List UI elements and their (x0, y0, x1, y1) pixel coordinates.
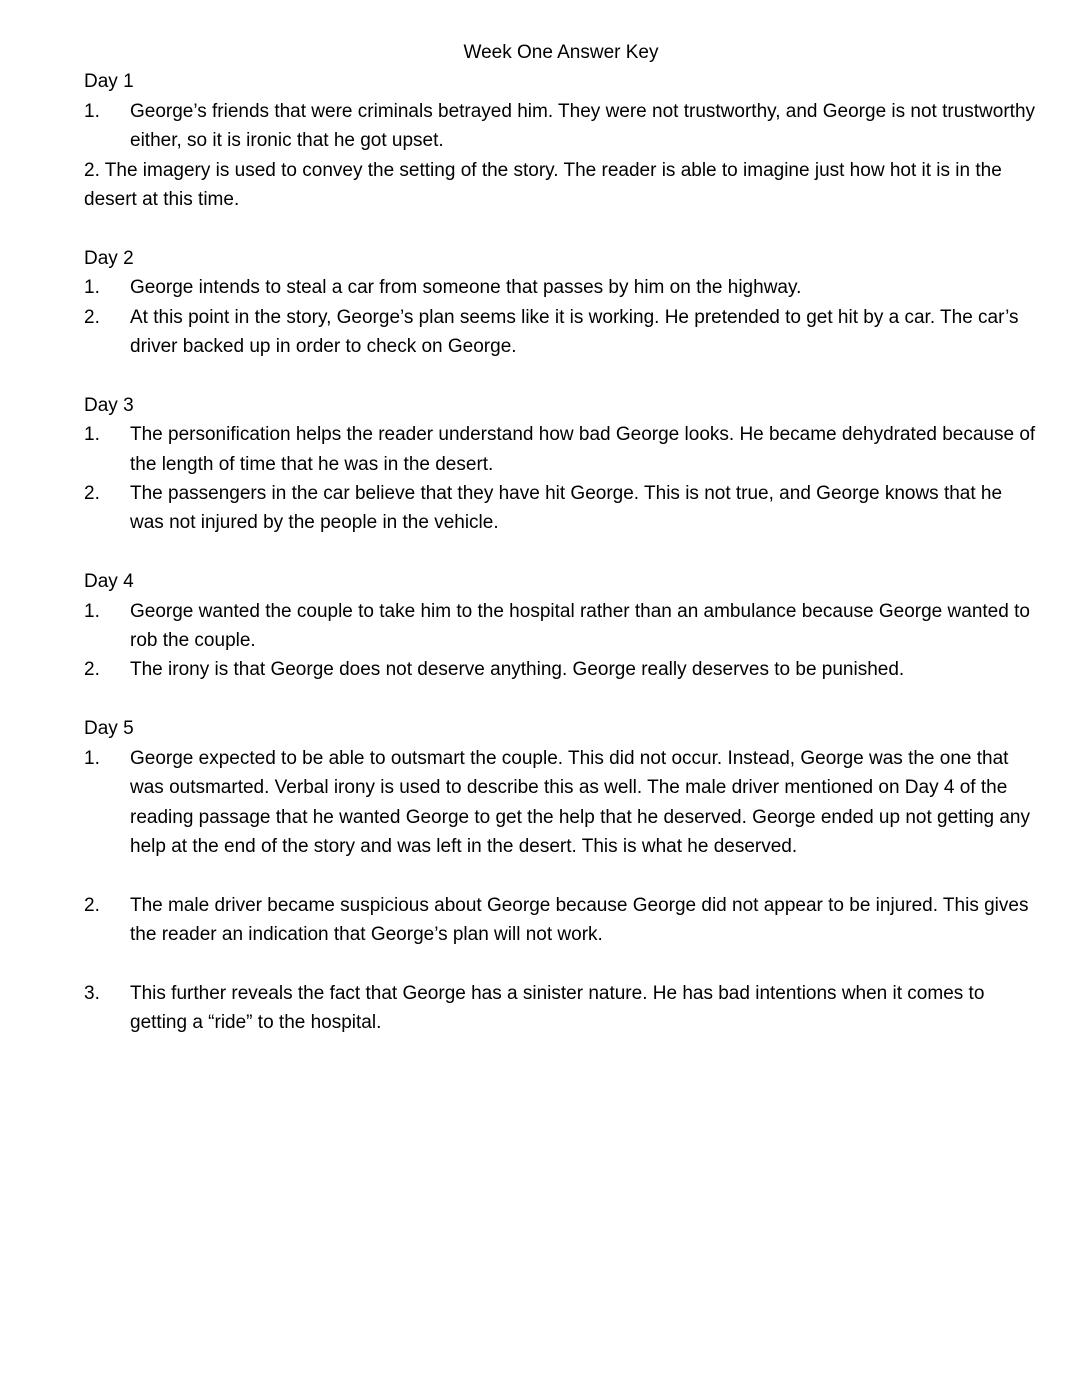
answer-section (84, 567, 1038, 685)
item-number: 1. (84, 600, 100, 622)
answer-item (84, 979, 1038, 1038)
answer-item (84, 891, 1038, 950)
item-number: 2. (84, 483, 100, 505)
answer-item (84, 273, 1038, 302)
item-number: 2. (84, 659, 100, 681)
answer-item (84, 303, 1038, 362)
item-text: This further reveals the fact that George has a sinister nature. He has bad intentions when it comes to getting a “ride” to the hospital. (130, 982, 985, 1034)
answer-item (84, 597, 1038, 656)
item-text: George wanted the couple to take him to the hospital rather than an ambulance because George wanted to rob the couple. (130, 600, 1030, 652)
item-text: The passengers in the car believe that they have hit George. This is not true, and George knows that he was not injured by the people in the vehicle. (130, 483, 1003, 534)
section-heading: Day 1 (84, 71, 134, 93)
item-number: 1. (84, 277, 100, 299)
item-number: 2. (84, 894, 100, 916)
section-heading: Day 4 (84, 571, 134, 593)
answer-item (84, 655, 1038, 684)
item-text: The irony is that George does not deserve anything. George really deserves to be punished. (130, 659, 905, 681)
section-heading: Day 3 (84, 394, 134, 416)
item-number: 3. (84, 982, 100, 1004)
item-text: At this point in the story, George’s plan seems like it is working. He pretended to get hit by a car. The car’s driver backed up in order to check on George. (130, 306, 1019, 358)
item-text: George expected to be able to outsmart the couple. This did not occur. Instead, George was the one that was outsmarted. Verbal irony is used to describe this as well. The male driver mentioned on Day 4 of the reading passage that he wanted George to get the help that he deserved. George ended up not getting any help at the end of the story and was left in the desert. This is what he deserved. (130, 747, 1030, 857)
item-number: 1. (84, 100, 100, 122)
answer-paragraph: 2. The imagery is used to convey the setting of the story. The reader is able to imagine just how hot it is in the desert at this time. (84, 159, 1002, 211)
item-number: 1. (84, 747, 100, 769)
item-number: 1. (84, 424, 100, 446)
answer-item (84, 97, 1038, 156)
item-number: 2. (84, 306, 100, 328)
answer-item (84, 744, 1038, 862)
item-text: George’s friends that were criminals betrayed him. They were not trustworthy, and George is not trustworthy either, so it is ironic that he got upset. (130, 100, 1036, 152)
answer-item (84, 479, 1038, 538)
document-title: Week One Answer Key (463, 42, 659, 63)
answer-section (84, 67, 1038, 214)
answer-item (84, 420, 1038, 479)
item-text: The personification helps the reader understand how bad George looks. He became dehydrated because of the length of time that he was in the desert. (130, 424, 1036, 475)
answer-section (84, 391, 1038, 538)
item-text: George intends to steal a car from someone that passes by him on the highway. (130, 277, 802, 299)
section-heading: Day 2 (84, 247, 134, 269)
answer-section (84, 244, 1038, 362)
section-heading: Day 5 (84, 718, 134, 740)
answer-section (84, 714, 1038, 1037)
document-body (84, 67, 1038, 1037)
item-text: The male driver became suspicious about George because George did not appear to be injured. This gives the reader an indication that George’s plan will not work. (130, 894, 1029, 946)
